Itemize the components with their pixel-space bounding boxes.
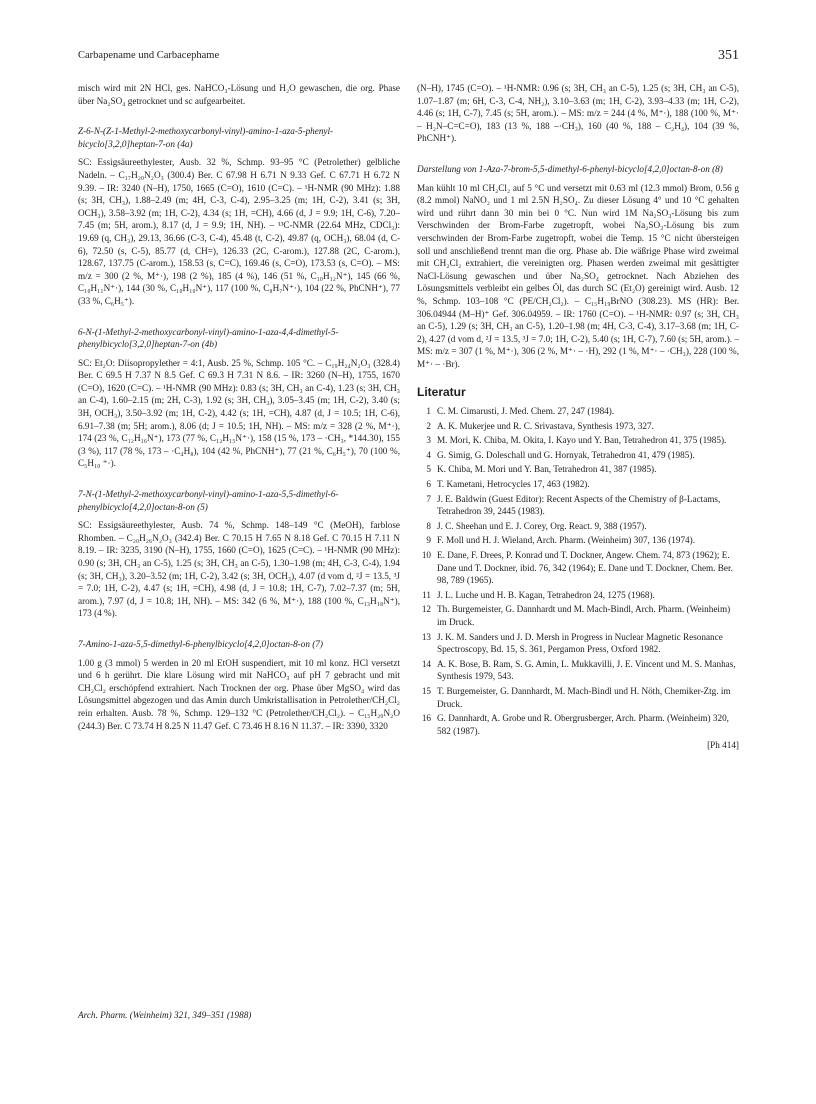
reference-text: M. Mori, K. Chiba, M. Okita, I. Kayo und Y. Ban, Tetrahedron 41, 375 (1985). xyxy=(437,435,727,446)
reference-number: 10 xyxy=(421,550,431,560)
section-body-4a: SC: Essigsäureethylester, Ausb. 32 %, Schmp. 93–95 °C (Petrolether) gelbliche Nadeln. – C₁₇H₂₀N₂O₃ (300.4) Ber. C 67.98 H 6.71 N 9.33 Gef. C 67.71 H 6.72 N 9.39. – IR: 3240 (N–H), 1750, 1665 (C=O), 1610 (C=C). – ¹H-NMR (90 MHz): 1.88 (s; 3H, CH₃), 1.88–2.49 (m; 4H, C-3, C-4), 2.95–3.25 (m; 1H, C-2), 3.41 (s; 3H, OCH₃), 3.58–3.92 (m; 1H, C-2), 4.34 (s; 1H, =CH), 4.66 (d, J = 9.9; 1H, C-6), 7.20–7.45 (m; 5H, arom.), 8.17 (d, J = 9.9; 1H, NH). – ¹³C-NMR (22.64 MHz, CDCl₃): 19.69 (q, CH₃), 29.13, 36.66 (C-3, C-4), 45.48 (t, C-2), 49.87 (q, OCH₃), 68.04 (d, C-6), 72.50 (s, C-5), 85.77 (d, CH=), 126.33 (2C, C-arom.), 127.88 (2C, C-arom.), 128.67, 137.75 (C-arom.), 158.53 (s, C=C), 169.46 (s, C=O), 173.53 (s, C=O). – MS: m/z = 300 (2 %, M⁺·), 198 (2 %), 185 (4 %), 146 (51 %, C₁₀H₁₂N⁺), 145 (66 %, C₁₀H₁₁N⁺·), 144 (30 %, C₁₀H₁₀N⁺), 117 (100 %, C₈H₇N⁺·), 104 (22 %, PhCNH⁺), 77 (33 %, C₆H₅⁺). xyxy=(78,157,400,306)
reference-item xyxy=(417,631,739,656)
reference-text: J. E. Baldwin (Guest Editor): Recent Aspects of the Chemistry of β-Lactams, Tetrahedron 39, 2445 (1983). xyxy=(437,493,721,517)
reference-text: A. K. Mukerjee und R. C. Srivastava, Synthesis 1973, 327. xyxy=(437,420,654,431)
literature-heading: Literatur xyxy=(417,385,466,400)
reference-text: J. L. Luche und H. B. Kagan, Tetrahedron 24, 1275 (1968). xyxy=(437,589,655,600)
manuscript-code: [Ph 414] xyxy=(707,740,739,751)
section-title-4a: Z-6-N-(Z-1-Methyl-2-methoxycarbonyl-vinyl)-amino-1-aza-5-phenyl-bicyclo[3,2,0]heptan-7-on (4a) xyxy=(78,126,334,149)
reference-item xyxy=(417,658,739,683)
reference-item xyxy=(417,520,739,533)
section-body-5: SC: Essigsäureethylester, Ausb. 74 %, Schmp. 148–149 °C (MeOH), farblose Rhomben. – C₂₀H₂₆N₂O₃ (342.4) Ber. C 70.15 H 7.65 N 8.18 Gef. C 70.15 H 7.11 N 8.19. – IR: 3235, 3190 (N–H), 1755, 1660 (C=O), 1625 (C=C). – ¹H-NMR (90 MHz): 0.90 (s; 3H, CH₃ an C-5), 1.25 (s; 3H, CH₃ an C-5), 1.30–1.98 (m; 4H, C-3, C-4), 1.94 (s; 3H, CH₃), 3.20–3.52 (m; 1H, C-2), 3.42 (s; 3H, OCH₃), 4.07 (d vom d, ²J = 13.5, ³J = 7.0; 1H, C-2), 4.47 (s; 1H, =CH), 4.98 (d, J = 10.8; 1H, C-7), 7.02–7.37 (m; 5H, arom.), 7.97 (d, J = 10.8; 1H, NH). – MS: 342 (6 %, M⁺·), 188 (100 %, C₁₃H₁₈N⁺), 173 (4 %). xyxy=(78,520,400,619)
journal-citation: Arch. Pharm. (Weinheim) 321, 349–351 (1988) xyxy=(78,1010,252,1020)
left-column xyxy=(78,82,400,732)
reference-text: J. C. Sheehan und E. J. Corey, Org. React. 9, 388 (1957). xyxy=(437,520,647,531)
reference-text: K. Chiba, M. Mori und Y. Ban, Tetrahedron 41, 387 (1985). xyxy=(437,464,657,475)
section-body-8: Man kühlt 10 ml CH₂Cl₂ auf 5 °C und versetzt mit 0.63 ml (12.3 mmol) Brom, 0.56 g (8.2 mmol) NaNO₂ und 1 ml 2.5N H₂SO₄. Zu dieser Lösung 4° und 10 °C gehalten wird und rührt dann 30 min bei 0 °C. Nun wird 1M Na₂SO₃-Lösung bis zum Verschwinden der Brom-Farbe zugetropft, wobei Na₂SO₃-Lösung bis zum verschwinden der Brom-Farbe zugetropft, wobei die Temp. 15 °C nicht übersteigen soll und anschließend trennt man die org. Phase ab. Die wäßrige Phase wird zweimal mit CH₂Cl₂ extrahiert, die vereinigten org. Phasen werden zweimal mit gesättigter NaCl-Lösung gewaschen und über Na₂SO₄ getrocknet. Nach Abziehen des Lösungsmittels verbleibt ein gelbes Öl, das durch SC (Et₂O) gereinigt wird. Ausb. 12 %, Schmp. 103–108 °C (PE/CH₂Cl₂). – C₁₅H₁₉BrNO (308.23). MS (HR): Ber. 306.04944 (M–H)⁺ Gef. 306.04959. – IR: 1760 (C=O). – ¹H-NMR: 0.97 (s; 3H, CH₃ an C-5), 1.29 (s; 3H, CH₃ an C-5), 1.20–1.98 (m; 4H, C-3, C-4), 3.17–3.68 (m; 1H, C-2), 4.27 (d vom d, ²J = 13.5, ³J = 7.0; 1H, C-2), 5.40 (s; 1H, C-7), 7.60 (s; 5H, arom.). – MS: m/z = 307 (1 %, M⁺·), 306 (2 %, M⁺· – ·H), 292 (1 %, M⁺· – ·CH₃), 228 (100 %, M⁺· – ·Br). xyxy=(417,182,739,369)
reference-text: Th. Burgemeister, G. Dannhardt und M. Mach-Bindl, Arch. Pharm. (Weinheim) im Druck. xyxy=(437,604,731,627)
reference-item xyxy=(417,478,739,491)
reference-text: G. Dannhardt, A. Grobe und R. Obergrusberger, Arch. Pharm. (Weinheim) 320, 582 (1987). xyxy=(437,713,729,736)
reference-number: 2 xyxy=(426,420,431,431)
reference-number: 12 xyxy=(421,604,431,615)
reference-text: E. Dane, F. Drees, P. Konrad und T. Dockner, Angew. Chem. 74, 873 (1962); E. Dane und T. Dockner, ibid. 76, 342 (1964); E. Dane und T. Dockner, Chem. Ber. 98, 789 (1965). xyxy=(437,550,733,586)
reference-item xyxy=(417,712,739,737)
reference-item xyxy=(417,434,739,447)
section-body-7: 1.00 g (3 mmol) 5 werden in 20 ml EtOH suspendiert, mit 10 ml konz. HCl versetzt und 6 h gerührt. Die klare Lösung wird mit NaHCO₃ auf pH 7 gebracht und mit CH₂Cl₂ erschöpfend extrahiert. Nach Trocknen der org. Phase über MgSO₄ wird das Lösungsmittel abgezogen und das Amin durch Umkristallisation in Petrolether/CH₂Cl₂ rein erhalten. Ausb. 78 %, Schmp. 129–132 °C (Petrolether/CH₂Cl₂). – C₁₅H₂₀N₂O (244.3) Ber. C 73.74 H 8.25 N 11.47 Gef. C 73.46 H 8.16 N 11.37. – IR: 3390, 3320 xyxy=(78,657,400,731)
right-column xyxy=(417,82,739,752)
reference-number: 4 xyxy=(426,449,431,460)
reference-item xyxy=(417,463,739,476)
reference-item xyxy=(417,449,739,462)
reference-item xyxy=(417,405,739,418)
reference-list xyxy=(417,405,739,737)
section-title-8: Darstellung von 1-Aza-7-brom-5,5-dimethyl-6-phenyl-bicyclo[4,2,0]octan-8-on (8) xyxy=(417,163,723,174)
reference-item xyxy=(417,420,739,433)
reference-item xyxy=(417,493,739,518)
reference-text: T. Burgemeister, G. Dannhardt, M. Mach-Bindl und H. Nöth, Chemiker-Ztg. im Druck. xyxy=(437,685,731,709)
reference-number: 13 xyxy=(421,631,431,642)
reference-number: 14 xyxy=(421,658,431,669)
reference-text: C. M. Cimarusti, J. Med. Chem. 27, 247 (1984). xyxy=(437,406,615,417)
reference-number: 16 xyxy=(421,713,431,724)
reference-number: 9 xyxy=(426,535,431,546)
reference-number: 7 xyxy=(426,493,431,504)
intro-paragraph: misch wird mit 2N HCl, ges. NaHCO₃-Lösung und H₂O gewaschen, die org. Phase über Na₂SO₄ getrocknet und sc aufgearbeitet. xyxy=(78,83,400,106)
section-title-7: 7-Amino-1-aza-5,5-dimethyl-6-phenylbicyclo[4,2,0]octan-8-on (7) xyxy=(78,638,323,649)
continuation-paragraph: (N–H), 1745 (C=O). – ¹H-NMR: 0.96 (s; 3H, CH₃ an C-5), 1.25 (s; 3H, CH₃ an C-5), 1.07–1.87 (m; 6H, C-3, C-4, NH₂), 3.10–3.63 (m; 1H, C-2), 3.93–4.33 (m; 1H, C-2), 4.46 (s; 1H, C-7), 7.45 (s; 5H, arom.). – MS: m/z = 244 (4 %, M⁺·), 188 (100 %, M⁺· – H₂N–C=C=O), 183 (13 %, 188 –·CH₃), 160 (40 %, 188 – C₂H₄), 104 (39 %, PhCNH⁺). xyxy=(417,83,739,144)
reference-item xyxy=(417,549,739,587)
reference-number: 6 xyxy=(426,479,431,490)
reference-text: J. K. M. Sanders und J. D. Mersh in Progress in Nuclear Magnetic Resonance Spectroscopy, Bd. 15, S. 361, Pergamon Press, Oxford 1982. xyxy=(437,631,723,655)
running-title: Carbapename und Carbacephame xyxy=(78,50,220,61)
reference-number: 5 xyxy=(426,464,431,475)
running-header xyxy=(78,50,739,70)
reference-item xyxy=(417,534,739,547)
reference-item xyxy=(417,589,739,602)
reference-number: 3 xyxy=(426,435,431,446)
reference-text: T. Kametani, Hetrocycles 17, 463 (1982). xyxy=(437,479,590,490)
reference-number: 1 xyxy=(426,406,431,417)
reference-number: 15 xyxy=(421,685,431,696)
reference-item xyxy=(417,603,739,628)
reference-text: F. Moll und H. J. Wieland, Arch. Pharm. (Weinheim) 307, 136 (1974). xyxy=(437,535,696,546)
reference-number: 8 xyxy=(426,520,431,531)
page-number: 351 xyxy=(718,48,739,63)
section-title-4b: 6-N-(1-Methyl-2-methoxycarbonyl-vinyl)-amino-1-aza-4,4-dimethyl-5-phenylbicyclo[3,2,0]heptan-7-on (4b) xyxy=(78,326,339,350)
reference-item xyxy=(417,685,739,710)
section-title-5: 7-N-(1-Methyl-2-methoxycarbonyl-vinyl)-amino-1-aza-5,5-dimethyl-6-phenylbicyclo[4,2,0]octan-8-on (5) xyxy=(78,489,339,512)
reference-number: 11 xyxy=(422,589,431,600)
reference-text: G. Simig, G. Doleschall und G. Hornyak, Tetrahedron 41, 479 (1985). xyxy=(437,449,695,460)
section-body-4b: SC: Et₂O: Diisopropylether = 4:1, Ausb. 25 %, Schmp. 105 °C. – C₁₉H₂₄N₂O₃ (328.4) Ber. C 69.5 H 7.37 N 8.5 Gef. C 69.3 H 7.31 N 8.6. – IR: 3260 (N–H), 1755, 1670 (C=O), 1620 (C=C). – ¹H-NMR (90 MHz): 0.83 (s; 3H, CH₃ an C-4), 1.23 (s; 3H, CH₃ an C-4), 1.60–2.15 (m; 2H, C-3), 1.92 (s; 3H, CH₃), 3.05–3.45 (m; 1H, C-2), 3.40 (s; 3H, OCH₃), 3.50–3.92 (m; 1H, C-2), 4.42 (s; 1H, =CH), 4.87 (d, J = 10.5; 1H, C-6), 6.91–7.38 (m; 5H; arom.), 8.06 (d; J = 10.5; 1H, NH). – MS: m/z = 328 (2 %, M⁺·), 174 (23 %, C₁₂H₁₆N⁺), 173 (77 %, C₁₂H₁₅N⁺·), 158 (15 %, 173 – ·CH₃, *144.30), 155 (3 %), 117 (78 %, 173 – ·C₄H₈), 104 (42 %, PhCNH⁺), 77 (21 %, C₆H₅⁺), 70 (100 %, C₅H₁₀ ⁺·). xyxy=(78,357,400,469)
reference-text: A. K. Bose, B. Ram, S. G. Amin, L. Mukkavilli, J. E. Vincent und M. S. Manhas, Synthesis 1979, 543. xyxy=(437,658,736,682)
